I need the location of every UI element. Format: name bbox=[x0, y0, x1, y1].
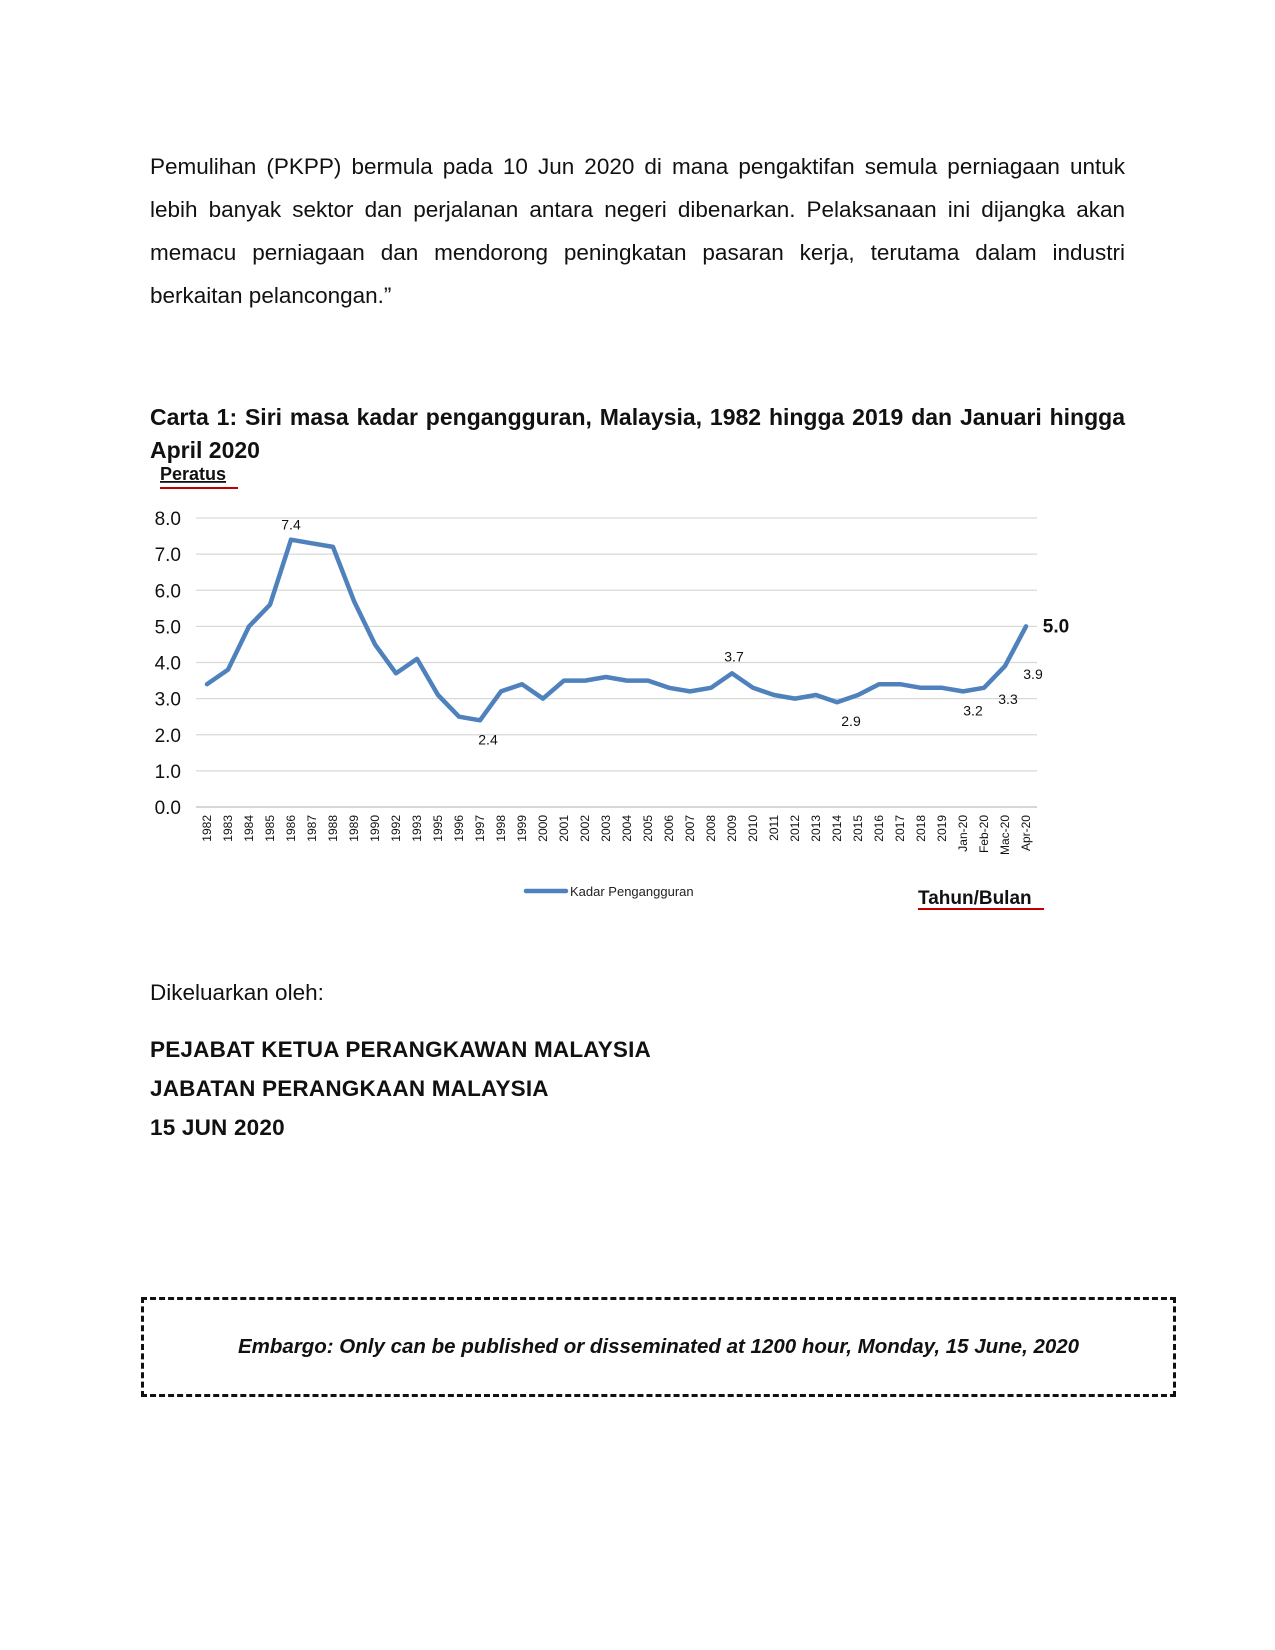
data-label: 3.7 bbox=[724, 648, 744, 665]
y-tick-label: 3.0 bbox=[154, 689, 181, 711]
x-tick-label: 2019 bbox=[935, 815, 949, 842]
x-tick-label: 2013 bbox=[809, 815, 823, 842]
org-line-1: PEJABAT KETUA PERANGKAWAN MALAYSIA bbox=[150, 1037, 652, 1062]
x-tick-label: 2015 bbox=[851, 815, 865, 842]
x-tick-label: 2001 bbox=[557, 815, 571, 842]
y-axis-label: Peratus bbox=[160, 464, 227, 484]
x-tick-label: 2000 bbox=[536, 815, 550, 842]
y-tick-label: 8.0 bbox=[154, 509, 181, 530]
data-label: 2.4 bbox=[478, 731, 498, 748]
x-tick-label: 1999 bbox=[515, 815, 529, 842]
y-tick-label: 5.0 bbox=[154, 617, 181, 639]
y-tick-label: 0.0 bbox=[154, 798, 181, 819]
x-tick-label: 1988 bbox=[326, 815, 340, 842]
x-tick-label: 2003 bbox=[599, 815, 613, 842]
x-tick-label: 1987 bbox=[305, 815, 319, 842]
data-label: 2.9 bbox=[841, 713, 861, 730]
legend-label: Kadar Pengangguran bbox=[570, 884, 694, 899]
x-axis-label: Tahun/Bulan bbox=[918, 888, 1032, 909]
x-tick-label: Feb-20 bbox=[977, 815, 991, 854]
x-tick-label: 2014 bbox=[830, 815, 844, 842]
x-tick-label: 2005 bbox=[641, 815, 655, 842]
x-tick-label: 2007 bbox=[683, 815, 697, 842]
intro-paragraph: Pemulihan (PKPP) bermula pada 10 Jun 2020 di mana pengaktifan semula perniagaan untuk lebih banyak sektor dan perjalanan antara negeri dibenarkan. Pelaksanaan ini dijangka akan memacu perniagaan dan mendorong peningkatan pasaran kerja, terutama dalam industri berkaitan pelancongan.” bbox=[150, 154, 1125, 308]
x-tick-label: 1990 bbox=[368, 815, 382, 842]
x-tick-label: 1986 bbox=[284, 815, 298, 842]
x-tick-label: 2009 bbox=[725, 815, 739, 842]
chart-title: Carta 1: Siri masa kadar pengangguran, Malaysia, 1982 hingga 2019 dan Januari hingga April 2020 bbox=[150, 404, 1125, 463]
data-label: 3.9 bbox=[1023, 666, 1043, 683]
org-line-2: JABATAN PERANGKAAN MALAYSIA bbox=[150, 1076, 549, 1101]
data-label: 5.0 bbox=[1042, 616, 1070, 638]
x-tick-label: 1993 bbox=[410, 815, 424, 842]
x-tick-label: 2002 bbox=[578, 815, 592, 842]
y-tick-label: 1.0 bbox=[154, 761, 181, 783]
x-tick-label: 1982 bbox=[200, 815, 214, 842]
series-line-kadar-pengangguran bbox=[207, 540, 1026, 721]
x-tick-label: 1985 bbox=[263, 815, 277, 842]
embargo-text: Embargo: Only can be published or disseminated at 1200 hour, Monday, 15 June, 2020 bbox=[237, 1335, 1080, 1358]
data-label: 3.3 bbox=[998, 690, 1018, 707]
x-tick-label: 1989 bbox=[347, 815, 361, 842]
x-tick-label: 2010 bbox=[746, 815, 760, 842]
embargo-notice bbox=[141, 1297, 1176, 1397]
data-label: 3.2 bbox=[963, 702, 983, 719]
data-label: 7.4 bbox=[281, 516, 301, 533]
x-tick-label: 2012 bbox=[788, 815, 802, 842]
x-tick-label: Apr-20 bbox=[1019, 815, 1033, 852]
legend bbox=[526, 884, 694, 899]
x-tick-label: Jan-20 bbox=[956, 815, 970, 852]
x-tick-label: 2008 bbox=[704, 815, 718, 842]
x-tick-label: 1984 bbox=[242, 815, 256, 842]
x-tick-label: 1996 bbox=[452, 815, 466, 842]
y-tick-label: 4.0 bbox=[154, 653, 181, 675]
y-tick-label: 2.0 bbox=[154, 725, 181, 747]
y-tick-label: 7.0 bbox=[154, 545, 181, 567]
x-tick-label: 2011 bbox=[767, 815, 781, 841]
x-tick-label: 2017 bbox=[893, 815, 907, 842]
x-tick-label: 2006 bbox=[662, 815, 676, 842]
x-tick-label: 2004 bbox=[620, 815, 634, 842]
x-tick-label: 1992 bbox=[389, 815, 403, 842]
x-tick-label: 1998 bbox=[494, 815, 508, 842]
x-tick-label: 1997 bbox=[473, 815, 487, 842]
y-tick-label: 6.0 bbox=[154, 581, 181, 603]
x-tick-label: Mac-20 bbox=[998, 815, 1012, 856]
x-tick-label: 1995 bbox=[431, 815, 445, 842]
issue-date: 15 JUN 2020 bbox=[150, 1115, 285, 1140]
issued-by-label: Dikeluarkan oleh: bbox=[150, 980, 324, 1005]
x-tick-label: 1983 bbox=[221, 815, 235, 842]
x-tick-label: 2016 bbox=[872, 815, 886, 842]
x-tick-label: 2018 bbox=[914, 815, 928, 842]
